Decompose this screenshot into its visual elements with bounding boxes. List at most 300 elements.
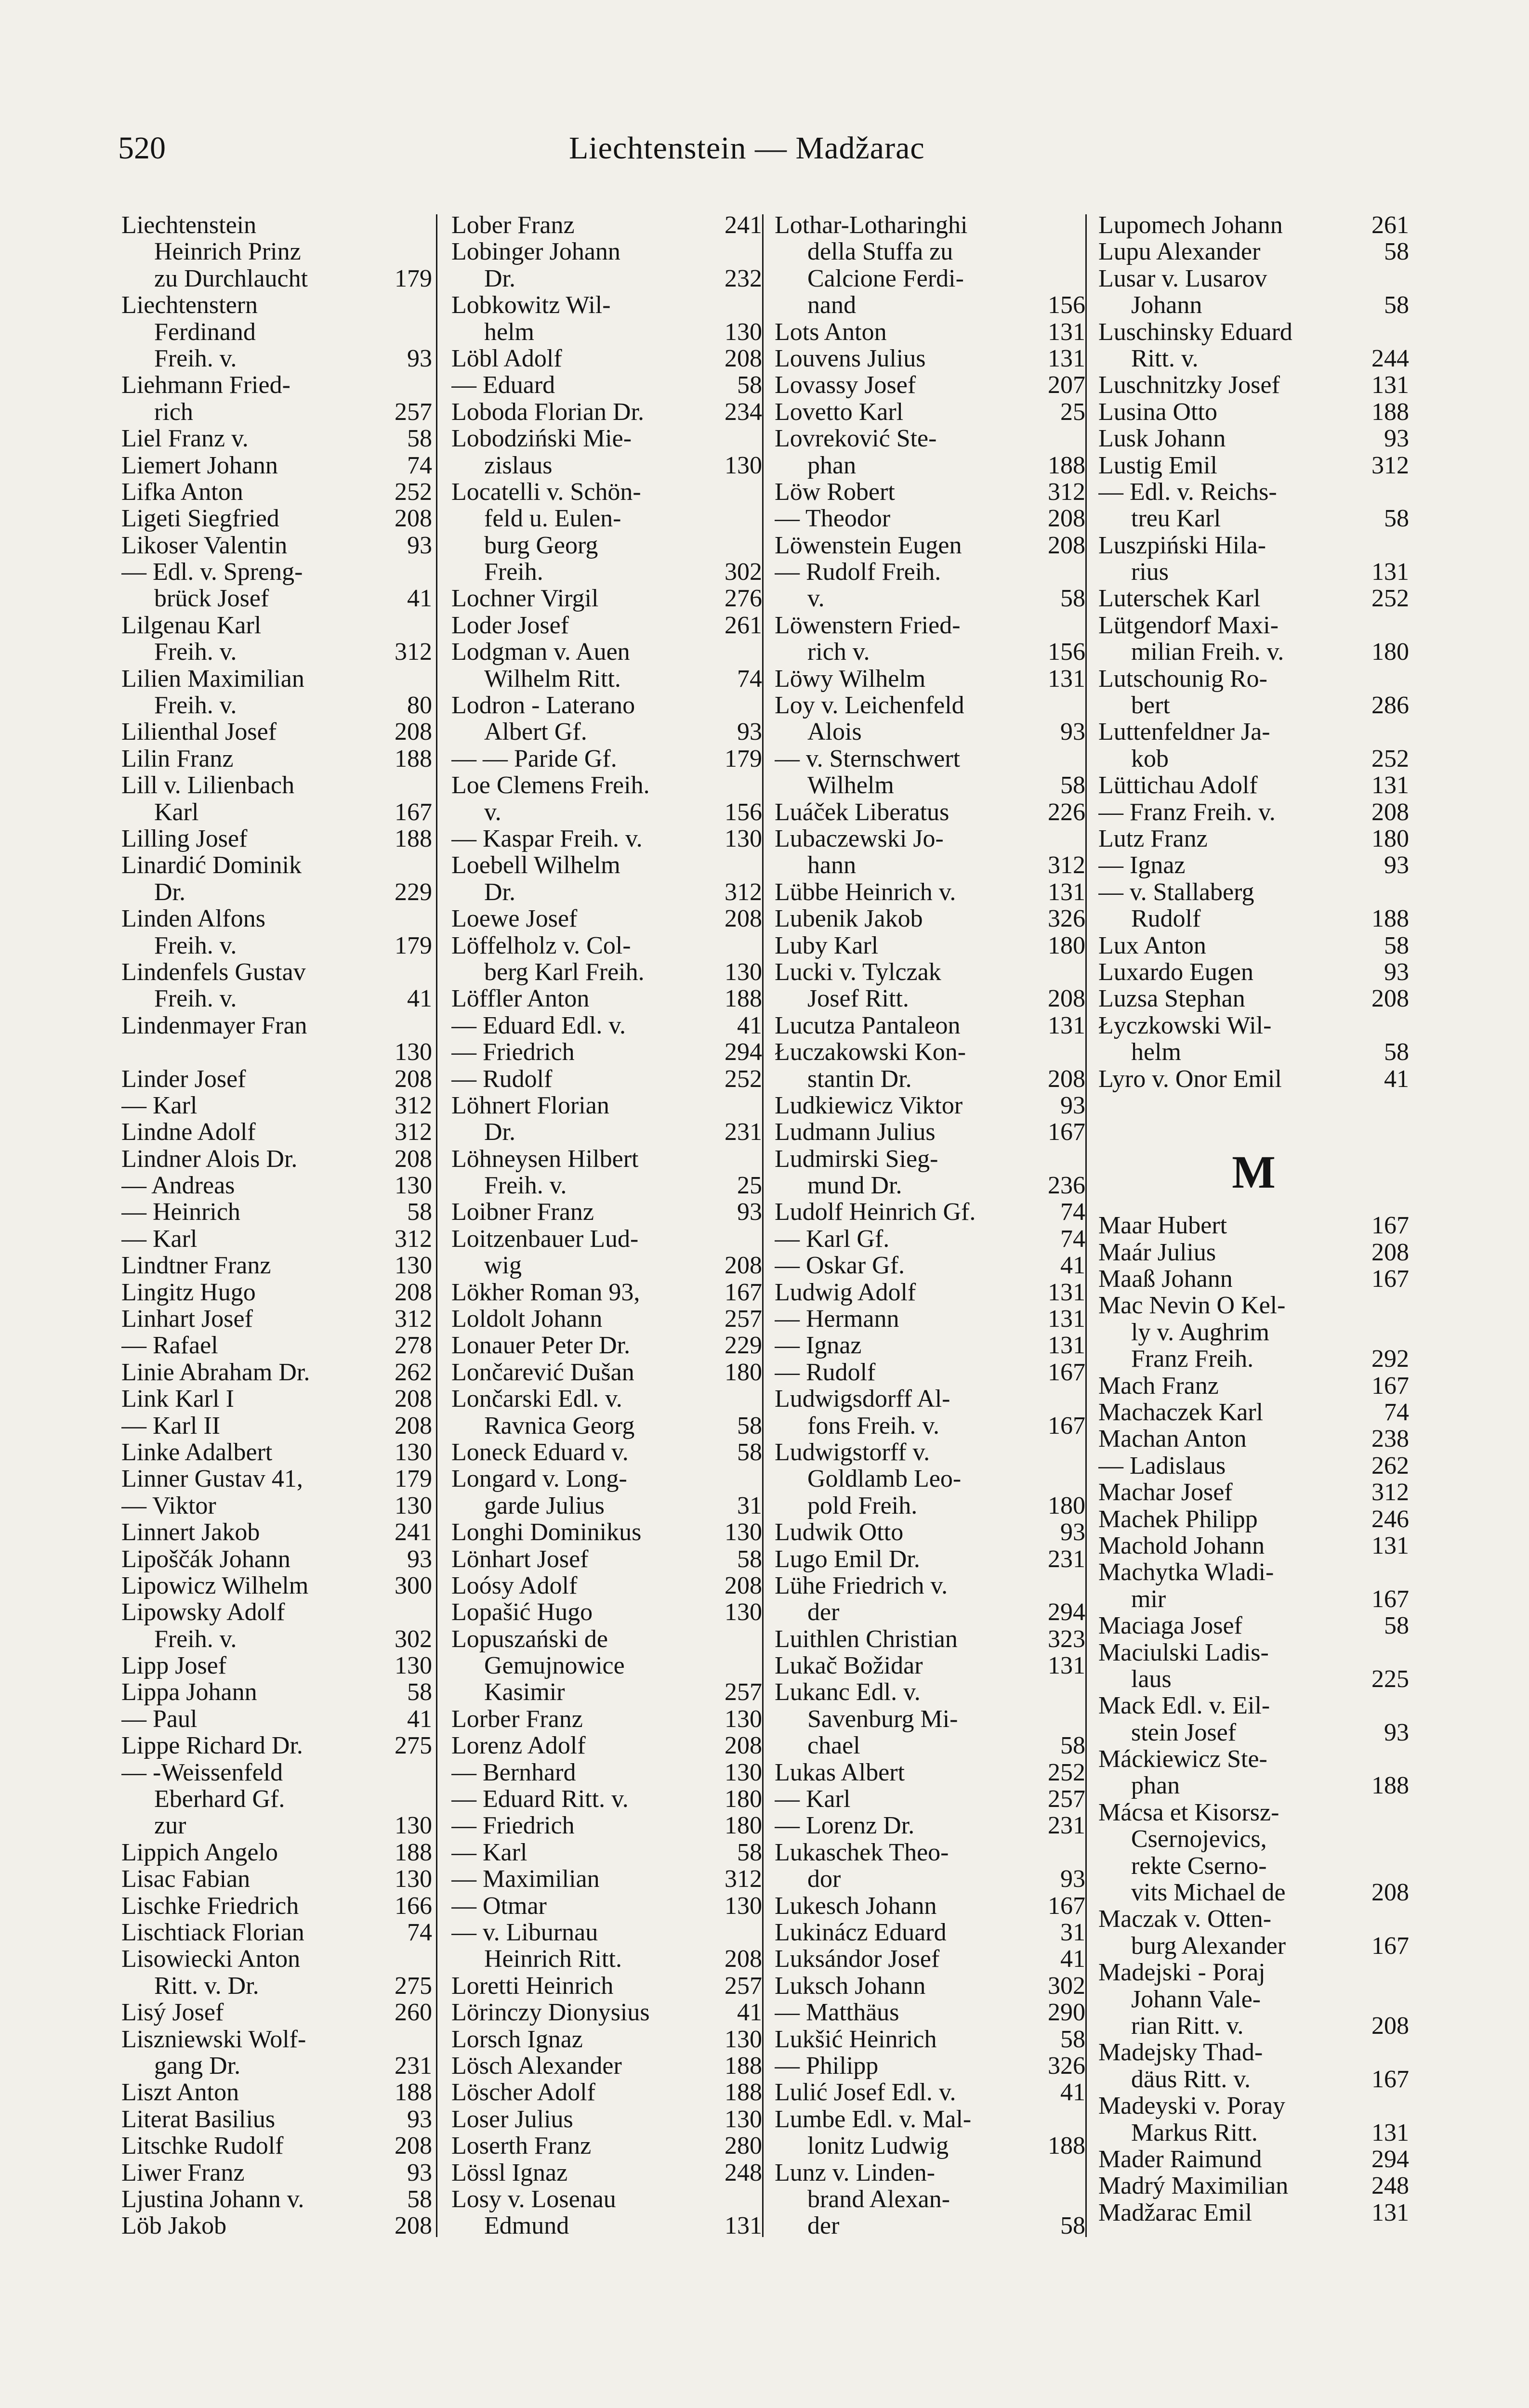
entry-page-ref: 58	[1060, 2212, 1085, 2239]
index-entry	[451, 479, 762, 505]
entry-name: Lippich Angelo	[121, 1839, 278, 1866]
index-entry	[451, 1759, 762, 1786]
index-entry	[775, 2159, 1085, 2186]
entry-page-ref: 257	[725, 1679, 762, 1706]
entry-name: — Ignaz	[775, 1332, 862, 1359]
index-entry	[451, 1306, 762, 1332]
entry-name: Kasimir	[484, 1679, 565, 1706]
entry-page-ref: 93	[1060, 719, 1085, 746]
entry-name: Löw Robert	[775, 478, 895, 506]
entry-name: — Rudolf	[775, 1359, 876, 1386]
index-entry	[1098, 1906, 1409, 1932]
entry-page-ref: 41	[407, 985, 432, 1012]
index-entry	[775, 559, 1085, 585]
index-entry	[451, 1572, 762, 1599]
entry-page-ref	[383, 319, 432, 345]
entry-page-ref: 130	[395, 1492, 432, 1519]
index-entry	[1098, 1586, 1409, 1612]
entry-name: — Karl Gf.	[775, 1225, 890, 1253]
entry-page-ref: 294	[725, 1039, 762, 1066]
entry-page-ref: 130	[725, 452, 762, 479]
entry-page-ref: 156	[725, 798, 762, 825]
index-entry	[1098, 959, 1409, 985]
entry-page-ref: 156	[1048, 292, 1085, 319]
index-entry	[1098, 985, 1409, 1012]
entry-page-ref: 130	[725, 318, 762, 345]
index-entry	[775, 1172, 1085, 1199]
index-entry	[1098, 1399, 1409, 1426]
entry-page-ref: 58	[737, 1439, 762, 1466]
entry-name: Machar Josef	[1098, 1479, 1233, 1506]
index-entry	[121, 1706, 432, 1732]
index-entry	[775, 1732, 1085, 1759]
index-entry	[1098, 2066, 1409, 2093]
entry-page-ref	[1360, 1319, 1409, 1346]
entry-page-ref: 25	[1060, 398, 1085, 426]
index-entry	[451, 585, 762, 612]
entry-name: Linden Alfons	[121, 905, 265, 932]
index-entry	[1098, 1933, 1409, 1959]
entry-page-ref: 130	[725, 958, 762, 986]
index-entry	[775, 2079, 1085, 2106]
index-entry	[121, 2106, 432, 2133]
page-number: 520	[118, 131, 166, 166]
entry-page-ref: 131	[1048, 878, 1085, 906]
entry-page-ref: 74	[407, 1919, 432, 1946]
entry-name: Madejski - Poraj	[1098, 1959, 1265, 1986]
entry-page-ref	[383, 1946, 432, 1972]
entry-name: Lopašić Hugo	[451, 1599, 593, 1626]
index-entry	[121, 1919, 432, 1946]
index-entry	[775, 1386, 1085, 1412]
entry-name: Lörinczy Dionysius	[451, 1999, 650, 2026]
entry-name: Edmund	[484, 2212, 569, 2239]
index-entry	[121, 932, 432, 959]
index-entry	[1098, 799, 1409, 825]
entry-page-ref	[1037, 425, 1085, 452]
index-entry	[775, 1466, 1085, 1492]
entry-name: — — Paride Gf.	[451, 745, 617, 772]
index-entry	[451, 505, 762, 532]
entry-name: stantin Dr.	[807, 1065, 912, 1092]
entry-name: Luithlen Christian	[775, 1625, 958, 1653]
entry-page-ref: 261	[725, 612, 762, 639]
entry-page-ref: 312	[395, 1119, 432, 1146]
index-entry	[1098, 532, 1409, 559]
index-entry	[1098, 2093, 1409, 2119]
entry-name: Madžarac Emil	[1098, 2199, 1252, 2226]
entry-name: Lipowicz Wilhelm	[121, 1572, 309, 1599]
entry-page-ref: 41	[1060, 1252, 1085, 1279]
index-entry	[121, 1199, 432, 1225]
index-entry	[775, 1786, 1085, 1812]
entry-name: Machan Anton	[1098, 1426, 1247, 1453]
entry-page-ref: 131	[1371, 772, 1409, 799]
index-column-4-part-l	[1098, 212, 1409, 1092]
entry-name: — Philipp	[775, 2052, 879, 2080]
entry-page-ref: 238	[1371, 1426, 1409, 1453]
index-entry	[775, 1866, 1085, 1892]
entry-page-ref: 246	[1371, 1505, 1409, 1532]
entry-page-ref: 58	[737, 1412, 762, 1439]
index-entry	[775, 1066, 1085, 1092]
index-entry	[121, 1866, 432, 1892]
entry-name: Lössl Ignaz	[451, 2159, 568, 2186]
entry-name: berg Karl Freih.	[484, 958, 645, 986]
entry-name: Lobodziński Mie-	[451, 425, 632, 452]
entry-name: — Rudolf Freih.	[775, 559, 941, 586]
entry-page-ref	[1037, 212, 1085, 238]
entry-page-ref: 232	[725, 265, 762, 292]
index-entry	[451, 1866, 762, 1892]
index-entry	[1098, 1986, 1409, 2013]
entry-page-ref	[383, 1012, 432, 1039]
entry-page-ref: 257	[1048, 1786, 1085, 1813]
index-entry	[121, 532, 432, 559]
entry-name: — Heinrich	[121, 1199, 240, 1226]
index-entry	[775, 2106, 1085, 2133]
entry-name: Ligeti Siegfried	[121, 505, 279, 532]
entry-page-ref	[383, 559, 432, 585]
entry-page-ref: 58	[407, 1679, 432, 1706]
entry-name: Litschke Rudolf	[121, 2133, 284, 2159]
index-entry	[121, 1066, 432, 1092]
entry-page-ref: 312	[725, 878, 762, 906]
entry-name: Loserth Franz	[451, 2133, 592, 2159]
entry-page-ref: 208	[1371, 1879, 1409, 1906]
entry-name: Lubenik Jakob	[775, 905, 923, 932]
index-entry	[451, 666, 762, 692]
entry-page-ref: 93	[1060, 1092, 1085, 1119]
entry-page-ref	[713, 1626, 762, 1652]
index-entry	[1098, 2199, 1409, 2226]
entry-page-ref	[1037, 612, 1085, 639]
index-entry	[121, 1386, 432, 1412]
entry-name: Lübbe Heinrich v.	[775, 878, 956, 906]
index-entry	[775, 212, 1085, 238]
index-column-4-part-m	[1098, 1212, 1409, 2226]
entry-name: Luszpiński Hila-	[1098, 532, 1266, 559]
index-entry	[775, 1306, 1085, 1332]
index-entry	[121, 1626, 432, 1652]
entry-name: Ludwig Adolf	[775, 1279, 916, 1306]
entry-name: Lukanc Edl. v.	[775, 1679, 921, 1706]
entry-page-ref: 312	[1371, 452, 1409, 479]
entry-name: Ludolf Heinrich Gf.	[775, 1199, 976, 1226]
entry-name: v.	[484, 798, 501, 825]
entry-name: vits Michael de	[1131, 1879, 1286, 1906]
index-entry	[775, 1413, 1085, 1439]
entry-page-ref: 58	[1060, 585, 1085, 612]
index-entry	[451, 1839, 762, 1866]
index-entry	[1098, 2146, 1409, 2172]
entry-name: Lovassy Josef	[775, 372, 916, 399]
index-entry	[451, 1012, 762, 1039]
entry-name: Lobkowitz Wil-	[451, 292, 611, 319]
entry-page-ref: 312	[395, 1225, 432, 1253]
entry-name: zislaus	[484, 452, 553, 479]
index-entry	[775, 265, 1085, 292]
entry-page-ref	[713, 1146, 762, 1172]
entry-page-ref: 93	[407, 2159, 432, 2186]
index-entry	[121, 1759, 432, 1786]
index-entry	[451, 2133, 762, 2159]
index-entry	[451, 1599, 762, 1625]
entry-name: Freih.	[484, 559, 543, 586]
page-header	[118, 130, 966, 193]
entry-page-ref	[1360, 1959, 1409, 1986]
index-entry	[1098, 1506, 1409, 1532]
index-entry	[121, 2026, 432, 2053]
entry-name: Loósy Adolf	[451, 1572, 578, 1599]
entry-name: Lubaczewski Jo-	[775, 825, 944, 852]
entry-page-ref: 131	[1371, 1532, 1409, 1559]
index-entry	[775, 1119, 1085, 1145]
entry-page-ref: 58	[1384, 292, 1409, 319]
entry-page-ref: 167	[1048, 1892, 1085, 1919]
entry-name: — Franz Freih. v.	[1098, 798, 1276, 825]
entry-page-ref: 130	[395, 1252, 432, 1279]
entry-name: Lusina Otto	[1098, 398, 1217, 426]
entry-page-ref: 93	[1060, 1519, 1085, 1546]
index-column-4	[1098, 212, 1409, 2226]
entry-page-ref: 41	[1060, 1946, 1085, 1973]
entry-page-ref: 275	[395, 1972, 432, 2000]
entry-name: wig	[484, 1252, 522, 1279]
entry-name: Dr.	[154, 878, 185, 906]
spacer	[1098, 1092, 1409, 1119]
entry-page-ref: 41	[407, 1705, 432, 1733]
index-entry	[121, 746, 432, 772]
entry-page-ref: 93	[407, 2106, 432, 2133]
index-entry	[121, 2079, 432, 2106]
index-entry	[451, 452, 762, 479]
entry-page-ref	[1037, 559, 1085, 585]
index-entry	[1098, 1746, 1409, 1772]
index-entry	[451, 1039, 762, 1065]
index-entry	[1098, 879, 1409, 905]
entry-name: Albert Gf.	[484, 719, 587, 746]
entry-name: bert	[1131, 692, 1170, 719]
index-entry	[121, 1119, 432, 1145]
index-entry	[121, 1413, 432, 1439]
entry-page-ref: 286	[1371, 692, 1409, 719]
entry-page-ref: 188	[395, 745, 432, 772]
index-entry	[1098, 2120, 1409, 2146]
index-entry	[1098, 479, 1409, 505]
index-entry	[1098, 1239, 1409, 1266]
index-entry	[775, 692, 1085, 719]
entry-page-ref: 257	[395, 398, 432, 426]
entry-page-ref: 93	[1384, 425, 1409, 452]
index-entry	[121, 2133, 432, 2159]
entry-name: Loretti Heinrich	[451, 1972, 614, 2000]
index-entry	[775, 746, 1085, 772]
index-entry	[121, 1172, 432, 1199]
entry-name: Lodron - Laterano	[451, 692, 635, 719]
index-entry	[775, 2133, 1085, 2159]
index-entry	[1098, 1799, 1409, 1826]
index-entry	[451, 1732, 762, 1759]
index-entry	[121, 1546, 432, 1572]
entry-name: Wilhelm Ritt.	[484, 665, 621, 693]
entry-name: Machek Philipp	[1098, 1505, 1258, 1532]
index-entry	[1098, 1453, 1409, 1479]
entry-name: lonitz Ludwig	[807, 2133, 949, 2159]
entry-page-ref: 25	[737, 1172, 762, 1199]
index-entry	[1098, 559, 1409, 585]
entry-name: Lifka Anton	[121, 478, 243, 506]
entry-name: Lipp Josef	[121, 1652, 227, 1679]
index-entry	[451, 879, 762, 905]
entry-name: Lippa Johann	[121, 1679, 257, 1706]
entry-page-ref: 41	[737, 1012, 762, 1039]
index-entry	[121, 959, 432, 985]
entry-page-ref	[1037, 1146, 1085, 1172]
entry-name: Loldolt Johann	[451, 1306, 603, 1333]
entry-page-ref: 312	[395, 1306, 432, 1333]
index-entry	[775, 1252, 1085, 1279]
entry-name: Liszniewski Wolf-	[121, 2026, 306, 2053]
entry-page-ref	[1360, 666, 1409, 692]
index-entry	[775, 1439, 1085, 1466]
index-entry	[775, 1039, 1085, 1065]
index-entry	[121, 1999, 432, 2026]
entry-name: Ferdinand	[154, 318, 256, 345]
index-entry	[775, 1946, 1085, 1972]
entry-name: Lindenmayer Fran	[121, 1012, 307, 1039]
entry-page-ref: 131	[1048, 1012, 1085, 1039]
index-entry	[451, 772, 762, 798]
entry-name: Loe Clemens Freih.	[451, 772, 650, 799]
entry-page-ref	[1037, 825, 1085, 852]
index-entry	[1098, 1066, 1409, 1092]
entry-name: Ludmann Julius	[775, 1119, 936, 1146]
entry-page-ref: 188	[395, 1839, 432, 1866]
index-entry	[775, 772, 1085, 798]
entry-page-ref: 58	[737, 1545, 762, 1572]
entry-page-ref	[383, 852, 432, 878]
entry-page-ref: 167	[1048, 1359, 1085, 1386]
entry-page-ref: 312	[1048, 478, 1085, 506]
entry-name: Lill v. Lilienbach	[121, 772, 295, 799]
entry-page-ref: 229	[725, 1332, 762, 1359]
index-entry	[1098, 1346, 1409, 1372]
entry-page-ref: 234	[725, 398, 762, 426]
entry-page-ref	[1037, 1386, 1085, 1412]
index-entry	[121, 1439, 432, 1466]
index-entry	[451, 1172, 762, 1199]
entry-page-ref: 58	[1060, 772, 1085, 799]
entry-page-ref: 312	[725, 1866, 762, 1893]
index-entry	[121, 2212, 432, 2239]
index-entry	[775, 905, 1085, 932]
index-entry	[1098, 666, 1409, 692]
index-entry	[775, 612, 1085, 639]
entry-page-ref	[1037, 1839, 1085, 1866]
entry-name: Lindtner Franz	[121, 1252, 271, 1279]
entry-name: Csernojevics,	[1131, 1826, 1267, 1853]
entry-name: Liel Franz v.	[121, 425, 249, 452]
entry-page-ref	[1360, 1692, 1409, 1719]
entry-page-ref: 208	[1048, 505, 1085, 532]
entry-name: — Theodor	[775, 505, 891, 532]
index-entry	[121, 1092, 432, 1119]
entry-name: Luksándor Josef	[775, 1946, 940, 1973]
entry-page-ref: 180	[725, 1786, 762, 1813]
entry-name: Lucki v. Tylczak	[775, 958, 941, 986]
entry-name: Ludwigsdorff Al-	[775, 1386, 950, 1413]
entry-page-ref: 236	[1048, 1172, 1085, 1199]
entry-name: Ljustina Johann v.	[121, 2186, 304, 2213]
entry-name: Liechtenstern	[121, 292, 258, 319]
index-entry	[451, 1066, 762, 1092]
entry-page-ref	[383, 959, 432, 985]
entry-name: Maaß Johann	[1098, 1266, 1233, 1293]
entry-name: Ritt. v. Dr.	[154, 1972, 259, 2000]
entry-name: Goldlamb Leo-	[807, 1466, 962, 1492]
index-entry	[775, 2026, 1085, 2053]
index-entry	[1098, 1373, 1409, 1399]
entry-page-ref	[713, 1226, 762, 1252]
entry-page-ref: 257	[725, 1306, 762, 1333]
index-entry	[451, 372, 762, 398]
entry-name: Loy v. Leichenfeld	[775, 692, 964, 719]
entry-page-ref	[713, 1092, 762, 1119]
entry-name: Lukaschek Theo-	[775, 1839, 949, 1866]
entry-name: Ludmirski Sieg-	[775, 1145, 938, 1173]
entry-name: — Kaspar Freih. v.	[451, 825, 643, 852]
entry-page-ref: 58	[407, 2186, 432, 2213]
index-entry	[451, 399, 762, 425]
entry-name: Lipoščák Johann	[121, 1545, 290, 1572]
index-entry	[1098, 372, 1409, 398]
entry-name: — Maximilian	[451, 1866, 600, 1893]
entry-name: Lumbe Edl. v. Mal-	[775, 2106, 972, 2133]
entry-name: Lutschounig Ro-	[1098, 665, 1267, 693]
index-entry	[451, 612, 762, 639]
index-entry	[121, 452, 432, 479]
entry-name: Lilin Franz	[121, 745, 234, 772]
entry-name: Löhnert Florian	[451, 1092, 609, 1119]
entry-page-ref	[383, 212, 432, 238]
index-entry	[1098, 692, 1409, 719]
index-entry	[1098, 746, 1409, 772]
entry-page-ref: 130	[725, 1599, 762, 1626]
index-entry	[451, 1413, 762, 1439]
index-entry	[1098, 2039, 1409, 2066]
index-entry	[121, 852, 432, 878]
entry-name: — Eduard	[451, 372, 555, 399]
index-entry	[121, 905, 432, 932]
entry-name: Johann	[1131, 292, 1202, 319]
entry-name: burg Georg	[484, 532, 598, 559]
entry-name: Lustig Emil	[1098, 452, 1217, 479]
entry-page-ref: 188	[1371, 1772, 1409, 1799]
entry-name: — Otmar	[451, 1892, 547, 1919]
entry-page-ref: 74	[407, 452, 432, 479]
entry-name: Löwy Wilhelm	[775, 665, 926, 693]
index-column-1	[121, 212, 432, 2239]
index-entry	[451, 1092, 762, 1119]
index-entry	[121, 2186, 432, 2212]
entry-name: Freih. v.	[154, 1625, 237, 1653]
entry-page-ref: 262	[395, 1359, 432, 1386]
index-entry	[775, 1626, 1085, 1652]
entry-page-ref: 167	[1371, 1932, 1409, 1960]
index-entry	[1098, 1012, 1409, 1039]
entry-page-ref	[1360, 1826, 1409, 1852]
